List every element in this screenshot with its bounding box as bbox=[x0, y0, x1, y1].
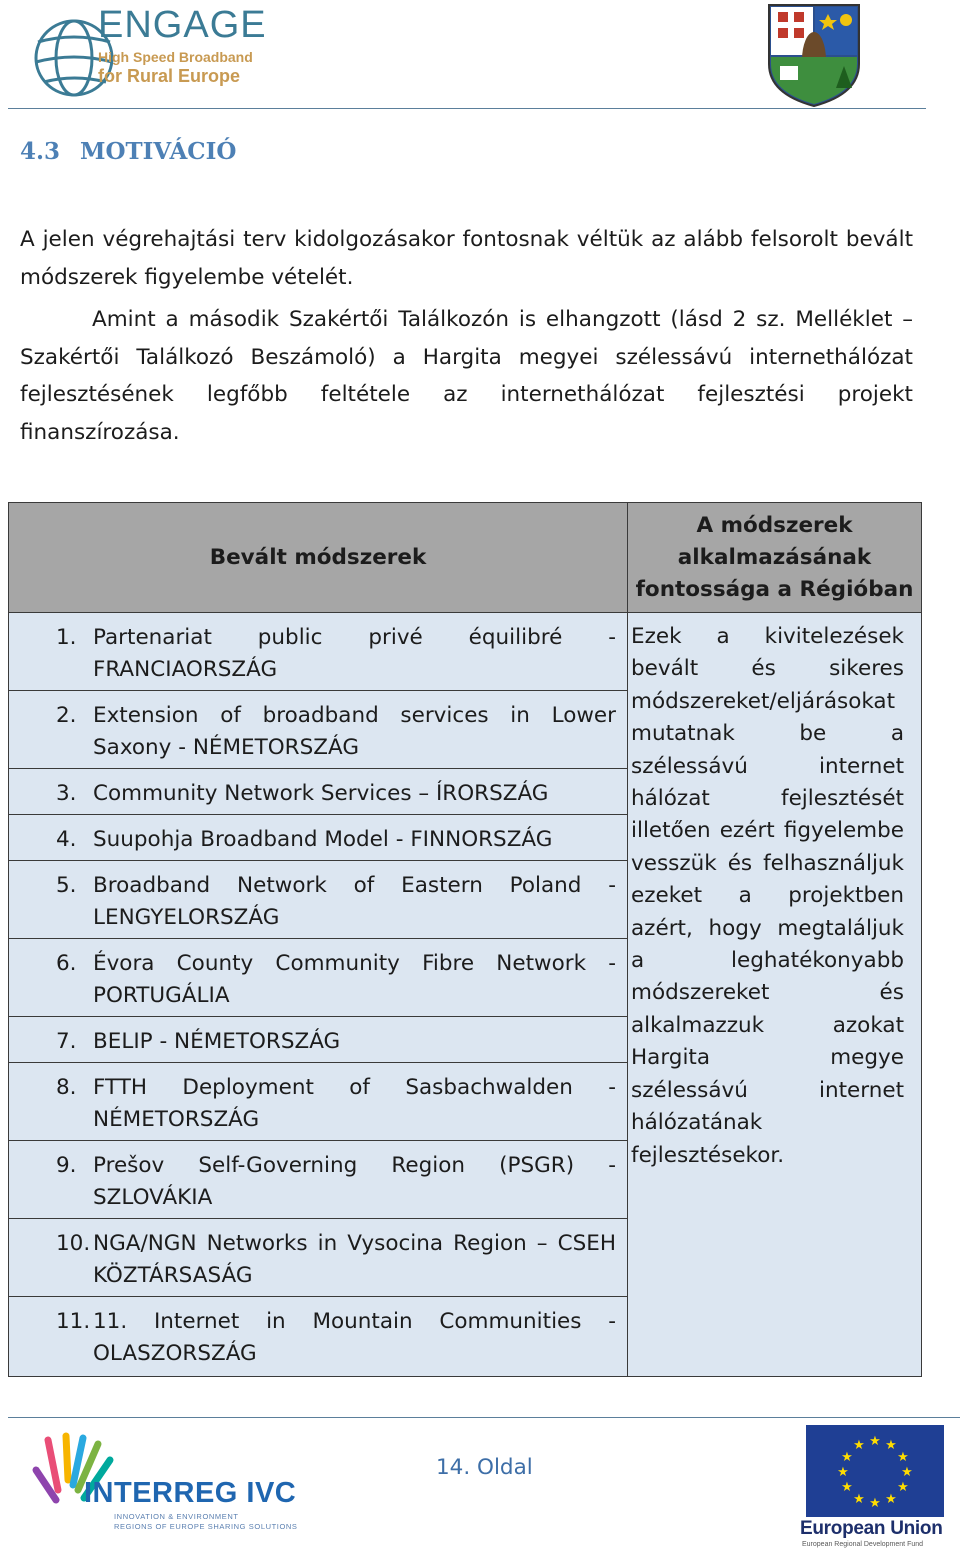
eu-fund-label: European Regional Development Fund bbox=[802, 1541, 924, 1548]
row-text: Partenariat public privé équilibré - FRANCIAORSZÁG bbox=[93, 625, 616, 682]
svg-text:★: ★ bbox=[841, 1480, 853, 1495]
header-divider bbox=[8, 108, 926, 109]
row-number: 3. bbox=[56, 781, 77, 806]
table-row bbox=[9, 1063, 627, 1141]
table-header-importance: A módszerek alkalmazásának fontossága a Régióban bbox=[628, 503, 921, 613]
page-number: 14. Oldal bbox=[436, 1455, 533, 1480]
svg-text:★: ★ bbox=[869, 1496, 881, 1511]
row-number: 10. bbox=[56, 1231, 91, 1256]
row-text: Extension of broadband services in Lower Saxony - NÉMETORSZÁG bbox=[93, 703, 616, 760]
row-number: 11. bbox=[56, 1309, 91, 1334]
svg-text:★: ★ bbox=[841, 1450, 853, 1465]
eu-label: European Union bbox=[800, 1518, 943, 1539]
row-text: Broadband Network of Eastern Poland - LENGYELORSZÁG bbox=[93, 873, 616, 930]
table-row bbox=[9, 1297, 627, 1375]
table-header-practices: Bevált módszerek bbox=[9, 503, 628, 613]
row-number: 2. bbox=[56, 703, 77, 728]
svg-text:★: ★ bbox=[897, 1450, 909, 1465]
row-text: NGA/NGN Networks in Vysocina Region – CSEH KÖZTÁRSASÁG bbox=[93, 1231, 616, 1288]
table-row bbox=[9, 769, 627, 815]
table-row bbox=[9, 1017, 627, 1063]
row-text: BELIP - NÉMETORSZÁG bbox=[93, 1029, 341, 1054]
svg-text:★: ★ bbox=[853, 1492, 865, 1507]
practices-list bbox=[9, 613, 628, 1376]
section-heading bbox=[20, 138, 236, 165]
table-row bbox=[9, 815, 627, 861]
best-practices-table bbox=[8, 502, 922, 1377]
svg-text:★: ★ bbox=[837, 1465, 849, 1480]
engage-logo-tagline: for Rural Europe bbox=[98, 66, 241, 86]
svg-text:★: ★ bbox=[885, 1438, 897, 1453]
svg-text:★: ★ bbox=[853, 1438, 865, 1453]
coat-of-arms-icon bbox=[766, 2, 862, 108]
row-number: 4. bbox=[56, 827, 77, 852]
table-row bbox=[9, 613, 627, 691]
table-row bbox=[9, 1141, 627, 1219]
table-row bbox=[9, 939, 627, 1017]
intro-paragraph: A jelen végrehajtási terv kidolgozásakor fontosnak véltük az alább felsorolt bevált módszerek figyelembe vételét. bbox=[20, 227, 913, 290]
table-row bbox=[9, 861, 627, 939]
importance-description: Ezek a kivitelezések bevált és sikeres módszereket/eljárásokat mutatnak be a szélessávú internet hálózat fejlesztését illetően ezért figyelembe vesszük és felhasználjuk ezeket a projektben azért, hogy megtaláljuk a leghatékonyabb módszereket és alkalmazzuk azokat Hargita megye szélessávú internet hálózatának fejlesztésekor. bbox=[631, 624, 904, 1168]
row-text: Community Network Services – ÍRORSZÁG bbox=[93, 781, 549, 806]
table-row bbox=[9, 1219, 627, 1297]
row-number: 9. bbox=[56, 1153, 77, 1178]
interreg-title: INTERREG IVC bbox=[84, 1477, 297, 1509]
row-text: 11. Internet in Mountain Communities - OLASZORSZÁG bbox=[93, 1309, 616, 1366]
svg-text:★: ★ bbox=[897, 1480, 909, 1495]
row-number: 7. bbox=[56, 1029, 77, 1054]
row-number: 5. bbox=[56, 873, 77, 898]
section-title: MOTIVÁCIÓ bbox=[80, 138, 237, 165]
motivation-paragraph: Amint a második Szakértői Találkozón is elhangzott (lásd 2 sz. Melléklet – Szakértői Találkozó Beszámoló) a Hargita megyei szélessávú internethálózat fejlesztésének legfőbb feltétele az internethálózat fejlesztési projekt finanszírozása. bbox=[20, 307, 913, 445]
row-number: 8. bbox=[56, 1075, 77, 1100]
svg-text:★: ★ bbox=[885, 1492, 897, 1507]
eu-flag-icon bbox=[806, 1425, 944, 1517]
row-number: 1. bbox=[56, 625, 77, 650]
row-text: Évora County Community Fibre Network - PORTUGÁLIA bbox=[93, 951, 616, 1008]
svg-text:★: ★ bbox=[869, 1434, 881, 1449]
footer-divider bbox=[8, 1417, 960, 1418]
interreg-subtitle: INNOVATION & ENVIRONMENT bbox=[114, 1512, 239, 1521]
row-text: Prešov Self-Governing Region (PSGR) - SZLOVÁKIA bbox=[93, 1153, 616, 1210]
engage-logo-subtitle: High Speed Broadband bbox=[98, 49, 253, 65]
table-row bbox=[9, 691, 627, 769]
interreg-tagline: REGIONS OF EUROPE SHARING SOLUTIONS bbox=[114, 1522, 298, 1531]
row-text: FTTH Deployment of Sasbachwalden - NÉMETORSZÁG bbox=[93, 1075, 616, 1132]
section-number: 4.3 bbox=[20, 138, 61, 165]
row-number: 6. bbox=[56, 951, 77, 976]
row-text: Suupohja Broadband Model - FINNORSZÁG bbox=[93, 827, 553, 852]
engage-logo-title: ENGAGE bbox=[98, 4, 267, 46]
svg-text:★: ★ bbox=[901, 1465, 913, 1480]
